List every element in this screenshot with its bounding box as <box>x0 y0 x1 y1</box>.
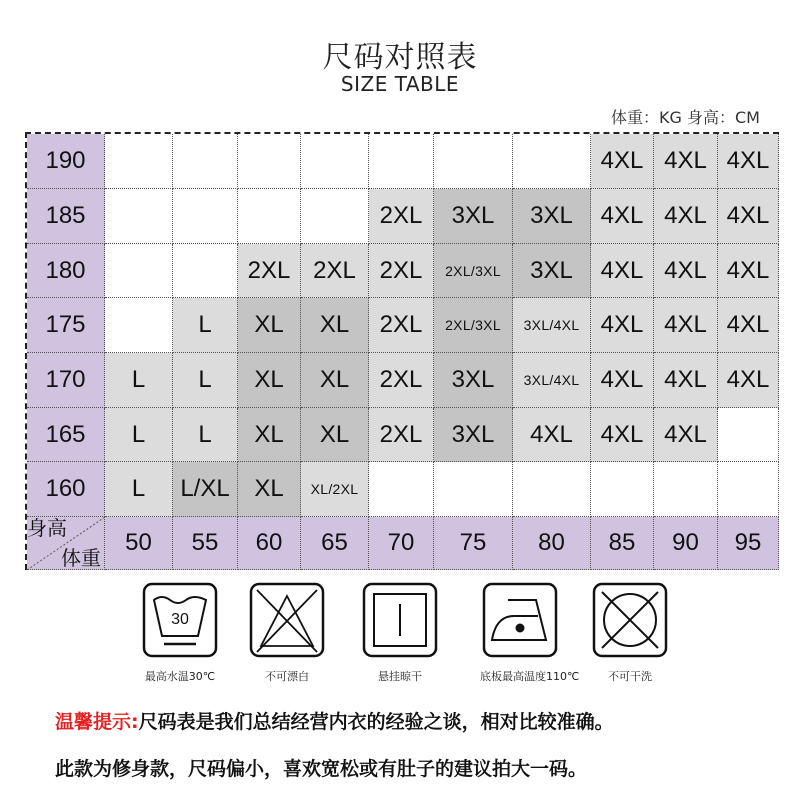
note-prefix: 温馨提示: <box>55 711 139 733</box>
size-cell: 3XL <box>434 408 513 462</box>
size-cell: 4XL <box>654 189 718 244</box>
note-text-1: 尺码表是我们总结经营内衣的经验之谈，相对比较准确。 <box>138 711 614 733</box>
note-line-2 <box>55 754 587 781</box>
size-cell: 4XL <box>718 134 779 189</box>
weight-header-cell: 60 <box>238 517 301 570</box>
size-cell: 2XL <box>369 298 434 353</box>
size-cell <box>654 462 718 517</box>
care-dry <box>360 580 440 684</box>
size-cell <box>301 134 369 189</box>
size-cell: 4XL <box>591 353 654 408</box>
size-cell <box>173 134 238 189</box>
size-cell <box>434 134 513 189</box>
height-header-cell: 170 <box>27 353 105 408</box>
weight-header-cell: 80 <box>513 517 591 570</box>
size-cell: L <box>173 408 238 462</box>
size-cell: 4XL <box>591 134 654 189</box>
weight-header-cell: 90 <box>654 517 718 570</box>
height-header-cell: 160 <box>27 462 105 517</box>
size-cell: L <box>105 408 173 462</box>
size-cell: 4XL <box>654 244 718 298</box>
size-cell: 4XL <box>513 408 591 462</box>
size-table <box>25 132 779 570</box>
size-cell: 3XL <box>513 244 591 298</box>
size-cell: 2XL <box>369 244 434 298</box>
no-dry-clean-icon <box>590 580 670 660</box>
size-cell: XL <box>301 353 369 408</box>
weight-header-cell: 95 <box>718 517 779 570</box>
size-cell: XL <box>238 298 301 353</box>
wash-30-icon <box>140 580 220 660</box>
size-cell <box>173 189 238 244</box>
weight-header-cell: 85 <box>591 517 654 570</box>
size-cell <box>173 244 238 298</box>
corner-header-cell <box>27 517 105 570</box>
corner-height-label: 身高 <box>27 518 67 540</box>
care-bleach <box>247 580 327 684</box>
size-cell <box>105 244 173 298</box>
care-dryclean <box>590 580 670 684</box>
weight-header-cell: 75 <box>434 517 513 570</box>
size-cell: 3XL <box>513 189 591 244</box>
size-cell: 4XL <box>654 408 718 462</box>
size-cell <box>434 462 513 517</box>
size-cell: XL <box>238 462 301 517</box>
care-wash <box>140 580 220 684</box>
no-bleach-icon <box>247 580 327 660</box>
size-cell: 4XL <box>654 353 718 408</box>
size-cell <box>369 134 434 189</box>
title-en: SIZE TABLE <box>340 72 460 96</box>
height-header-cell: 175 <box>27 298 105 353</box>
height-header-cell: 190 <box>27 134 105 189</box>
care-iron <box>480 580 580 684</box>
corner-weight-label: 体重 <box>61 548 101 570</box>
weight-header-cell: 70 <box>369 517 434 570</box>
size-cell <box>238 189 301 244</box>
note-text-2: 此款为修身款，尺码偏小，喜欢宽松或有肚子的建议拍大一码。 <box>55 758 588 780</box>
care-label: 不可干洗 <box>608 670 652 683</box>
size-cell <box>513 462 591 517</box>
size-cell <box>718 408 779 462</box>
size-cell: 3XL <box>434 189 513 244</box>
height-header-cell: 165 <box>27 408 105 462</box>
size-cell <box>238 134 301 189</box>
size-cell: L <box>173 353 238 408</box>
note-line-1 <box>55 707 614 734</box>
size-cell: 2XL <box>238 244 301 298</box>
height-header-cell: 180 <box>27 244 105 298</box>
size-cell: XL <box>238 408 301 462</box>
care-label: 最高水温30℃ <box>144 670 216 683</box>
size-cell: 2XL <box>369 353 434 408</box>
size-cell: 2XL/3XL <box>434 244 513 298</box>
size-cell <box>513 134 591 189</box>
size-cell: L <box>105 462 173 517</box>
weight-header-cell: 55 <box>173 517 238 570</box>
size-cell: 2XL <box>301 244 369 298</box>
size-cell <box>105 189 173 244</box>
height-header-cell: 185 <box>27 189 105 244</box>
weight-header-cell: 50 <box>105 517 173 570</box>
size-cell: 4XL <box>718 298 779 353</box>
iron-110-icon <box>480 580 560 660</box>
size-cell: L/XL <box>173 462 238 517</box>
size-cell: XL <box>301 298 369 353</box>
size-cell <box>591 462 654 517</box>
size-cell: L <box>173 298 238 353</box>
size-cell <box>718 462 779 517</box>
care-label: 不可漂白 <box>265 670 309 683</box>
size-cell: 4XL <box>718 244 779 298</box>
size-cell: XL <box>301 408 369 462</box>
size-cell: XL/2XL <box>301 462 369 517</box>
size-cell: 4XL <box>718 189 779 244</box>
title-cn: 尺码对照表 <box>322 40 478 75</box>
svg-text:30: 30 <box>171 611 189 628</box>
size-cell: 4XL <box>591 189 654 244</box>
size-cell <box>105 298 173 353</box>
size-cell: 3XL <box>434 353 513 408</box>
size-cell <box>301 189 369 244</box>
size-cell: 4XL <box>654 298 718 353</box>
size-cell: XL <box>238 353 301 408</box>
size-cell: 3XL/4XL <box>513 298 591 353</box>
size-cell: 4XL <box>591 298 654 353</box>
care-label: 底板最高温度110℃ <box>480 670 580 683</box>
size-cell: 2XL <box>369 408 434 462</box>
size-cell: 4XL <box>591 244 654 298</box>
size-cell: 4XL <box>591 408 654 462</box>
line-dry-icon <box>360 580 440 660</box>
size-cell: 3XL/4XL <box>513 353 591 408</box>
size-cell: 4XL <box>654 134 718 189</box>
units-label: 体重：KG 身高：CM <box>611 108 760 127</box>
size-cell: 2XL <box>369 189 434 244</box>
care-label: 悬挂晾干 <box>378 670 422 683</box>
size-cell: L <box>105 353 173 408</box>
size-cell: 2XL/3XL <box>434 298 513 353</box>
weight-header-cell: 65 <box>301 517 369 570</box>
size-cell <box>105 134 173 189</box>
size-cell: 4XL <box>718 353 779 408</box>
size-cell <box>369 462 434 517</box>
